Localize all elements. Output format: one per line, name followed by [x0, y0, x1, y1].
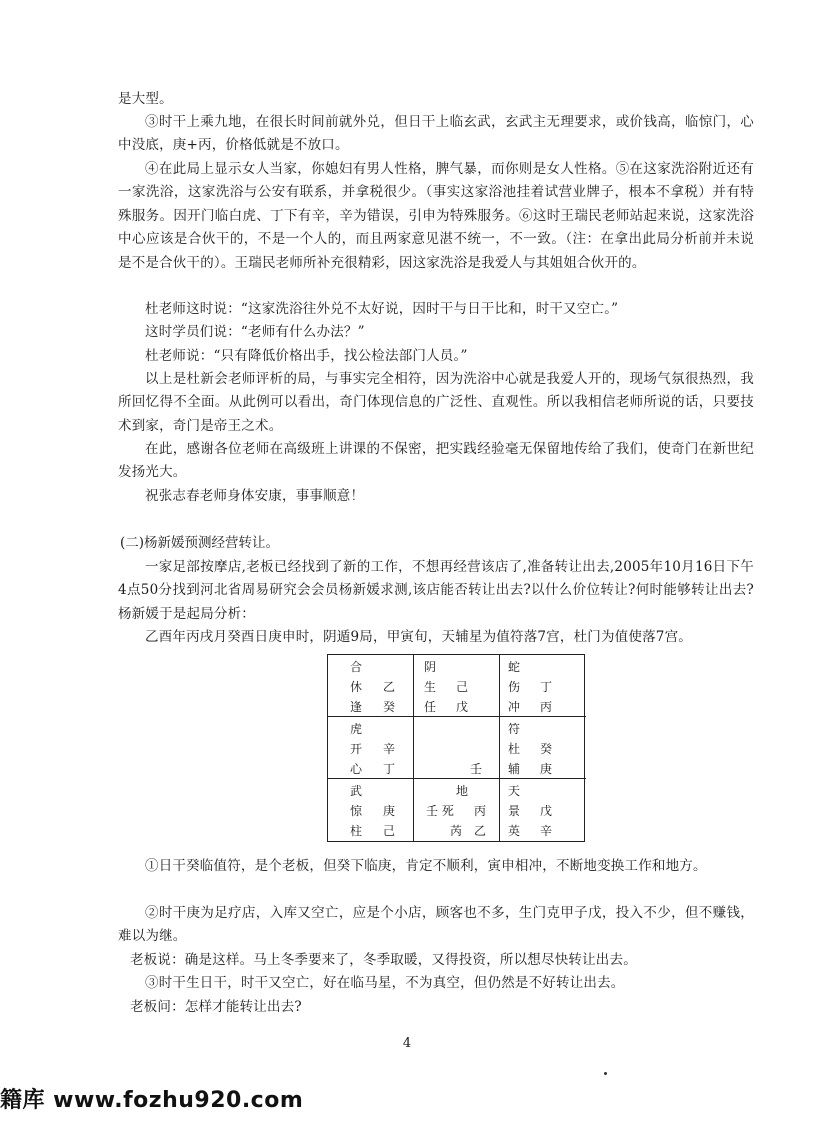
palace-god: 合 — [350, 660, 363, 674]
palace-center-stem: 壬 — [470, 762, 483, 776]
paragraph-du-says: 杜老师这时说：“这家洗浴往外兑不太好说，因时干与日干比和，时干又空亡。” — [145, 301, 619, 317]
qimen-chart-grid — [327, 654, 585, 842]
palace-star: 任 — [424, 700, 437, 714]
palace-4 — [328, 655, 414, 717]
palace-stem: 辛 — [383, 742, 396, 756]
palace-stem: 丁 — [540, 680, 553, 694]
palace-9 — [414, 655, 500, 717]
page-number: 4 — [402, 1036, 412, 1051]
paragraph-analysis-2: ②时干庚为足疗店，入库又空亡，应是个小店，顾客也不多，生门克甲子戊，投入不少，但不赚钱，难以为继。 — [118, 905, 754, 945]
paragraph-case-intro: 一家足部按摩店,老板已经找到了新的工作，不想再经营该店了,准备转让出去,2005年10月16日下午4点50分找到河北省周易研究会会员杨新媛求测,该店能否转让出去?以什么价位转让?何时能够转让出去?杨新媛于是起局分析： — [118, 559, 754, 622]
palace-star: 芮 — [450, 824, 463, 838]
palace-star: 柱 — [350, 824, 363, 838]
palace-stem: 戊 — [540, 804, 553, 818]
palace-god: 天 — [508, 784, 521, 798]
palace-god: 地 — [456, 784, 469, 798]
palace-stem-lower: 庚 — [540, 762, 553, 776]
paragraph-4: ④在此局上显示女人当家，你媳妇有男人性格，脾气暴，而你则是女人性格。⑤在这家洗浴附近还有一家洗浴，这家洗浴与公安有联系，并拿税很少。（事实这家浴池挂着试营业牌子，根本不拿税）并有特殊服务。因开门临白虎、丁下有辛，辛为错误，引申为特殊服务。⑥这时王瑞民老师站起来说，这家洗浴中心应该是合伙干的，不是一个人的，而且两家意见湛不统一，不一致。（注：在拿出此局分析前并未说是不是合伙干的）。王瑞民老师所补充很精彩，因这家洗浴是我爱人与其姐姐合伙开的。 — [118, 161, 754, 271]
palace-god: 蛇 — [508, 660, 521, 674]
palace-stem-lower: 辛 — [540, 824, 553, 838]
paragraph-boss-says: 老板说：确是这样。马上冬季要来了，冬季取暖，又得投资，所以想尽快转让出去。 — [130, 952, 637, 968]
palace-door: 伤 — [508, 680, 521, 694]
palace-god: 阴 — [424, 660, 437, 674]
palace-8 — [328, 779, 414, 841]
paragraph-wishes: 祝张志春老师身体安康，事事顺意！ — [145, 488, 365, 504]
palace-6 — [500, 779, 586, 841]
paragraph-analysis-3: ③时干生日干，时干又空亡，好在临马星，不为真空，但仍然是不好转让出去。 — [145, 975, 625, 991]
paragraph-analysis-1: ①日干癸临值符，是个老板，但癸下临庚，肯定不顺利，寅申相冲，不断地变换工作和地方。 — [145, 858, 707, 874]
palace-door: 惊 — [350, 804, 363, 818]
palace-god: 武 — [350, 784, 363, 798]
paragraph-boss-asks: 老板问：怎样才能转让出去? — [130, 999, 302, 1015]
palace-5-center — [414, 717, 500, 779]
palace-god: 符 — [508, 722, 521, 736]
palace-star: 冲 — [508, 700, 521, 714]
palace-god: 虎 — [350, 722, 363, 736]
palace-3 — [328, 717, 414, 779]
section-title: (二)杨新媛预测经营转让。 — [120, 535, 280, 551]
palace-stem: 癸 — [540, 742, 553, 756]
palace-stem: 己 — [456, 680, 469, 694]
palace-stem: 庚 — [383, 804, 396, 818]
palace-stem: 乙 — [383, 680, 396, 694]
palace-star: 心 — [350, 762, 363, 776]
palace-door: 壬 死 — [426, 804, 454, 818]
palace-stem-lower: 乙 — [474, 824, 487, 838]
paragraph-students-ask: 这时学员们说：“老师有什么办法？” — [145, 324, 365, 340]
palace-stem-lower: 己 — [383, 824, 396, 838]
palace-2 — [500, 655, 586, 717]
palace-7 — [500, 717, 586, 779]
palace-door: 景 — [508, 804, 521, 818]
palace-stem: 丙 — [474, 804, 487, 818]
palace-stem-lower: 丙 — [540, 700, 553, 714]
paragraph-summary: 以上是杜新会老师评析的局，与事实完全相符，因为洗浴中心就是我爱人开的，现场气氛很热烈，我所回忆得不全面。从此例可以看出，奇门体现信息的广泛性、直观性。所以我相信老师所说的话，只要技术到家，奇门是帝王之术。 — [118, 371, 754, 434]
paragraph-chart-setup: 乙酉年丙戌月癸酉日庚申时，阴遁9局，甲寅旬，天辅星为值符落7宫，杜门为值使落7宫。 — [145, 629, 692, 645]
palace-stem-lower: 癸 — [383, 700, 396, 714]
palace-stem-lower: 丁 — [383, 762, 396, 776]
palace-star: 辅 — [508, 762, 521, 776]
paragraph-3: ③时干上乘九地，在很长时间前就外兑，但日干上临玄武，玄武主无理要求，或价钱高，临惊门，心中没底，庚+丙，价格低就是不放口。 — [118, 114, 754, 154]
palace-stem-lower: 戊 — [456, 700, 469, 714]
palace-door: 休 — [350, 680, 363, 694]
paragraph-thanks: 在此，感谢各位老师在高级班上讲课的不保密，把实践经验毫无保留地传给了我们，使奇门在新世纪发扬光大。 — [118, 441, 754, 481]
palace-star: 逢 — [350, 700, 363, 714]
paragraph-du-answers: 杜老师说：“只有降低价格出手，找公检法部门人员。” — [145, 348, 468, 364]
palace-door: 开 — [350, 742, 363, 756]
watermark-text: 籍库 www.fozhu920.com — [0, 1088, 304, 1113]
palace-1 — [414, 779, 500, 841]
palace-door: 杜 — [508, 742, 521, 756]
scan-speck — [604, 1072, 607, 1075]
palace-star: 英 — [508, 824, 521, 838]
palace-door: 生 — [424, 680, 437, 694]
paragraph-top-fragment: 是大型。 — [118, 91, 173, 107]
